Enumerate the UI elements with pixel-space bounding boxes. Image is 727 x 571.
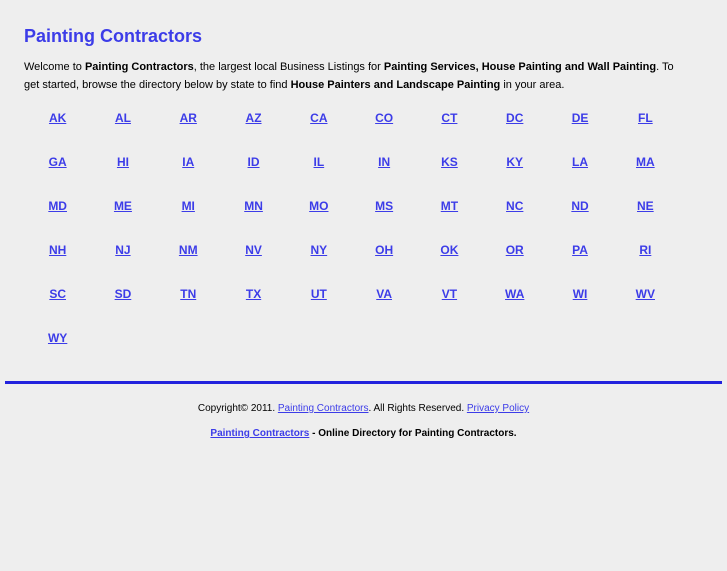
state-link-ms[interactable]: MS [375, 199, 394, 213]
state-cell [156, 228, 221, 272]
state-link-dc[interactable]: DC [506, 111, 524, 125]
tagline-line [0, 428, 727, 440]
state-link-ky[interactable]: KY [506, 155, 524, 169]
state-cell [482, 228, 547, 272]
state-cell [90, 316, 155, 360]
state-directory-body [25, 96, 678, 360]
tagline-site-link[interactable]: Painting Contractors [210, 428, 310, 439]
intro-segment: . To get started, browse the directory below by state to find [24, 61, 674, 91]
state-cell [156, 140, 221, 184]
state-row [25, 140, 678, 184]
state-link-il[interactable]: IL [313, 155, 325, 169]
state-cell [90, 272, 155, 316]
state-link-ar[interactable]: AR [179, 111, 197, 125]
tagline-text: - Online Directory for Painting Contractors. [309, 428, 517, 439]
state-link-de[interactable]: DE [571, 111, 589, 125]
state-link-tn[interactable]: TN [180, 287, 197, 301]
state-link-ny[interactable]: NY [310, 243, 328, 257]
state-link-nj[interactable]: NJ [115, 243, 131, 257]
state-link-wy[interactable]: WY [47, 331, 68, 345]
state-directory [25, 96, 678, 360]
intro-keyword: Painting Services, House Painting and Wall Painting [383, 61, 657, 73]
state-link-al[interactable]: AL [114, 111, 131, 125]
state-cell [90, 140, 155, 184]
state-cell [25, 228, 90, 272]
intro-text [24, 58, 679, 94]
state-cell [156, 184, 221, 228]
state-cell [351, 228, 416, 272]
state-link-ne[interactable]: NE [637, 199, 654, 213]
state-cell [613, 96, 678, 140]
state-link-ma[interactable]: MA [636, 155, 655, 169]
intro-keyword: House Painters and Landscape Painting [290, 79, 501, 91]
state-cell [90, 96, 155, 140]
state-cell [90, 184, 155, 228]
state-cell [351, 140, 416, 184]
state-row [25, 96, 678, 140]
state-cell [221, 96, 286, 140]
state-link-mn[interactable]: MN [244, 199, 263, 213]
state-cell [351, 272, 416, 316]
state-link-mo[interactable]: MO [309, 199, 329, 213]
state-link-oh[interactable]: OH [375, 243, 394, 257]
state-cell [613, 228, 678, 272]
state-cell [25, 272, 90, 316]
state-cell [156, 272, 221, 316]
state-link-in[interactable]: IN [378, 155, 391, 169]
state-cell [613, 272, 678, 316]
state-link-md[interactable]: MD [48, 199, 67, 213]
state-cell [547, 316, 612, 360]
state-cell [286, 96, 351, 140]
state-link-sd[interactable]: SD [114, 287, 132, 301]
state-link-ga[interactable]: GA [48, 155, 67, 169]
state-link-or[interactable]: OR [505, 243, 524, 257]
state-link-pa[interactable]: PA [572, 243, 588, 257]
state-cell [482, 316, 547, 360]
footer-site-link[interactable]: Painting Contractors [277, 403, 369, 414]
state-link-az[interactable]: AZ [245, 111, 262, 125]
state-link-nv[interactable]: NV [245, 243, 262, 257]
state-cell [547, 272, 612, 316]
state-link-mt[interactable]: MT [440, 199, 459, 213]
state-cell [417, 272, 482, 316]
state-link-ks[interactable]: KS [441, 155, 458, 169]
state-row [25, 184, 678, 228]
state-link-wv[interactable]: WV [635, 287, 655, 301]
state-link-ct[interactable]: CT [441, 111, 458, 125]
state-cell [221, 272, 286, 316]
intro-segment: Welcome to [24, 61, 85, 73]
footer [0, 403, 727, 440]
state-cell [547, 140, 612, 184]
state-cell [547, 228, 612, 272]
state-cell [417, 228, 482, 272]
state-cell [286, 272, 351, 316]
state-cell [25, 184, 90, 228]
copyright-suffix: . All Rights Reserved. [368, 403, 467, 414]
privacy-policy-link[interactable]: Privacy Policy [466, 403, 530, 414]
state-link-hi[interactable]: HI [116, 155, 129, 169]
state-cell [482, 272, 547, 316]
state-cell [25, 96, 90, 140]
state-cell [25, 316, 90, 360]
state-row [25, 272, 678, 316]
state-link-va[interactable]: VA [376, 287, 393, 301]
state-link-co[interactable]: CO [375, 111, 394, 125]
state-cell [286, 316, 351, 360]
state-cell [90, 228, 155, 272]
state-row [25, 316, 678, 360]
intro-keyword: Painting Contractors [84, 61, 194, 73]
state-cell [482, 96, 547, 140]
state-cell [351, 96, 416, 140]
state-cell [286, 184, 351, 228]
state-link-mi[interactable]: MI [181, 199, 195, 213]
state-link-nd[interactable]: ND [571, 199, 589, 213]
state-link-fl[interactable]: FL [638, 111, 653, 125]
intro-segment: , the largest local Business Listings for [193, 61, 384, 73]
divider-rule [5, 381, 722, 384]
state-cell [156, 316, 221, 360]
state-link-me[interactable]: ME [113, 199, 132, 213]
state-cell [613, 140, 678, 184]
state-link-ri[interactable]: RI [639, 243, 652, 257]
state-link-nm[interactable]: NM [178, 243, 198, 257]
state-link-wa[interactable]: WA [505, 287, 525, 301]
state-cell [221, 184, 286, 228]
state-link-nh[interactable]: NH [48, 243, 67, 257]
state-cell [417, 184, 482, 228]
page-title: Painting Contractors [24, 26, 203, 46]
state-cell [417, 140, 482, 184]
state-link-nc[interactable]: NC [506, 199, 524, 213]
state-link-tx[interactable]: TX [245, 287, 262, 301]
state-link-id[interactable]: ID [247, 155, 260, 169]
state-cell [547, 96, 612, 140]
state-link-wi[interactable]: WI [572, 287, 588, 301]
state-cell [25, 140, 90, 184]
state-cell [286, 228, 351, 272]
state-row [25, 228, 678, 272]
state-link-sc[interactable]: SC [49, 287, 66, 301]
state-cell [351, 184, 416, 228]
state-cell [156, 96, 221, 140]
state-cell [613, 316, 678, 360]
copyright-prefix: Copyright© 2011. [197, 403, 278, 414]
state-link-ok[interactable]: OK [440, 243, 459, 257]
state-cell [482, 140, 547, 184]
state-cell [613, 184, 678, 228]
state-link-la[interactable]: LA [572, 155, 589, 169]
state-cell [221, 228, 286, 272]
state-cell [351, 316, 416, 360]
state-cell [286, 140, 351, 184]
state-cell [221, 316, 286, 360]
state-link-ca[interactable]: CA [310, 111, 328, 125]
state-cell [547, 184, 612, 228]
state-link-vt[interactable]: VT [441, 287, 458, 301]
intro-segment: in your area. [500, 79, 565, 91]
state-cell [417, 316, 482, 360]
state-link-ia[interactable]: IA [182, 155, 195, 169]
state-link-ak[interactable]: AK [48, 111, 67, 125]
state-link-ut[interactable]: UT [310, 287, 327, 301]
page [0, 26, 727, 440]
state-cell [221, 140, 286, 184]
copyright-line [0, 403, 727, 415]
state-cell [417, 96, 482, 140]
state-cell [482, 184, 547, 228]
